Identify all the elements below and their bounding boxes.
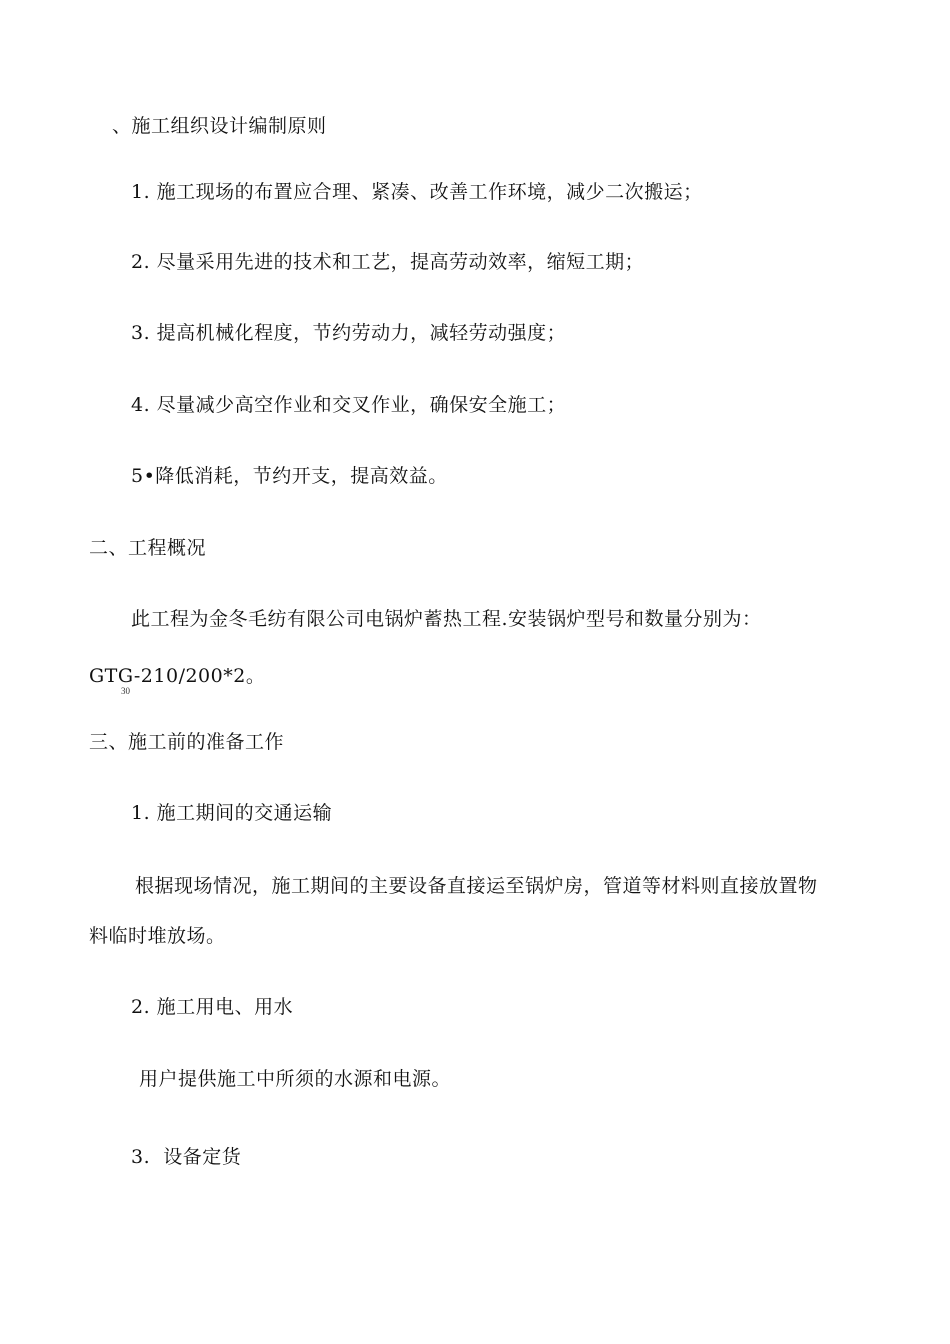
subsection-title-equipment-order: 3. 设备定货 xyxy=(131,1146,242,1168)
list-item: 3. 提高机械化程度，节约劳动力，减轻劳动强度； xyxy=(131,322,567,344)
list-item: 5•降低消耗，节约开支，提高效益。 xyxy=(131,465,448,487)
overview-paragraph-line1: 此工程为金冬毛纺有限公司电锅炉蓄热工程.安装锅炉型号和数量分别为： xyxy=(131,608,762,630)
section-heading-overview: 二、工程概况 xyxy=(89,537,207,559)
section-heading-principles: 、施工组织设计编制原则 xyxy=(112,115,327,137)
subsection-title-transport: 1. 施工期间的交通运输 xyxy=(131,802,333,824)
power-water-paragraph: 用户提供施工中所须的水源和电源。 xyxy=(139,1068,452,1090)
transport-paragraph-line2: 料临时堆放场。 xyxy=(89,925,226,947)
subscript-note: 30 xyxy=(121,686,130,696)
overview-paragraph-line2: GTG-210/200*2。 xyxy=(89,665,266,687)
list-item: 2. 尽量采用先进的技术和工艺，提高劳动效率，缩短工期； xyxy=(131,251,645,273)
list-item: 4. 尽量减少高空作业和交叉作业，确保安全施工； xyxy=(131,394,567,416)
transport-paragraph-line1: 根据现场情况，施工期间的主要设备直接运至锅炉房，管道等材料则直接放置物 xyxy=(135,875,818,897)
section-heading-preparation: 三、施工前的准备工作 xyxy=(89,731,285,753)
list-item: 1. 施工现场的布置应合理、紧凑、改善工作环境，减少二次搬运； xyxy=(131,181,703,203)
subsection-title-power-water: 2. 施工用电、用水 xyxy=(131,996,294,1018)
